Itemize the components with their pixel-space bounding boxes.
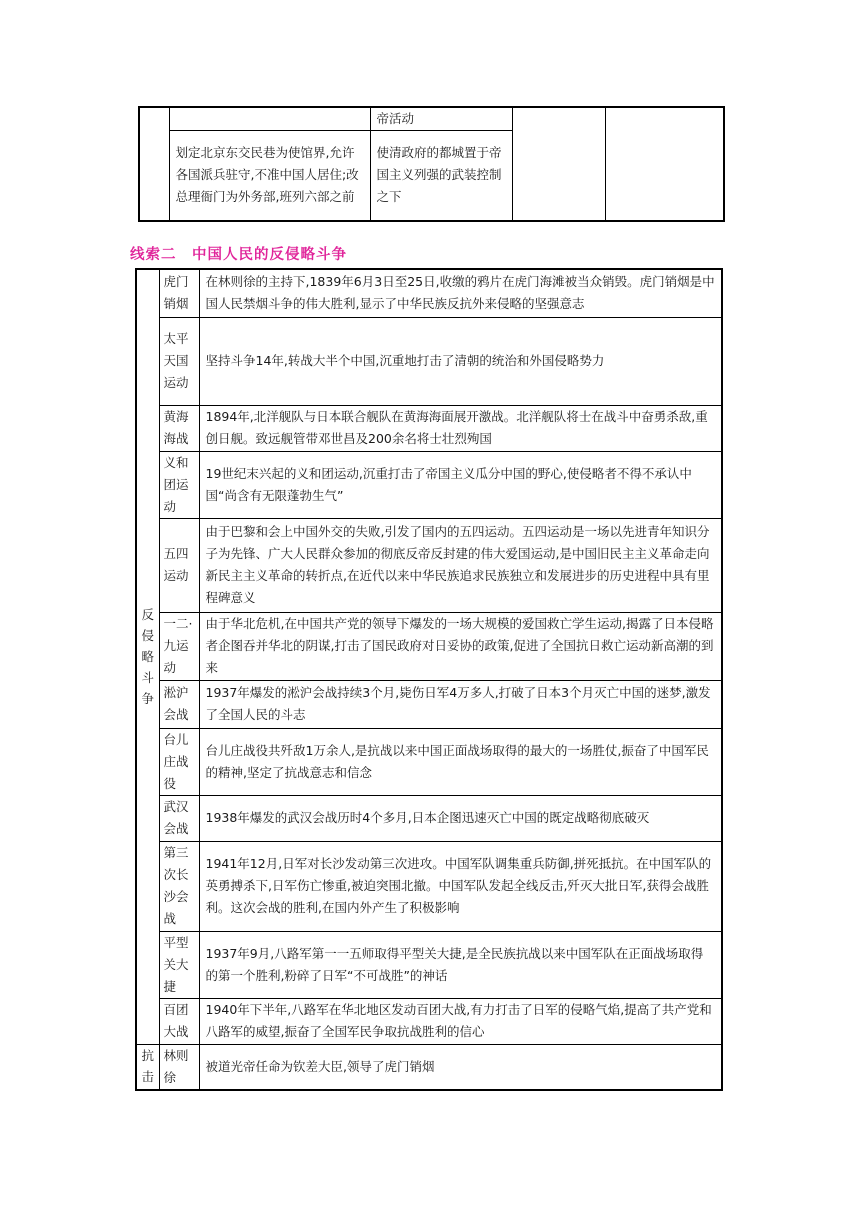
event-name: 义和团运动 bbox=[159, 451, 199, 518]
event-name: 五四运动 bbox=[159, 518, 199, 612]
table-cell bbox=[169, 107, 370, 131]
event-description: 在林则徐的主持下,1839年6月3日至25日,收缴的鸦片在虎门海滩被当众销毁。虎门销烟是中国人民禁烟斗争的伟大胜利,显示了中华民族反抗外来侵略的坚强意志 bbox=[199, 269, 722, 317]
event-description: 1938年爆发的武汉会战历时4个多月,日本企图迅速灭亡中国的既定战略彻底破灭 bbox=[199, 795, 722, 841]
event-description: 坚持斗争14年,转战大半个中国,沉重地打击了清朝的统治和外国侵略势力 bbox=[199, 317, 722, 405]
event-description: 由于华北危机,在中国共产党的领导下爆发的一场大规模的爱国救亡学生运动,揭露了日本侵略者企图吞并华北的阴谋,打击了国民政府对日妥协的政策,促进了全国抗日救亡运动新高潮的到来 bbox=[199, 612, 722, 680]
event-name: 台儿庄战役 bbox=[159, 728, 199, 795]
table-cell: 使清政府的都城置于帝国主义列强的武装控制之下 bbox=[370, 131, 512, 221]
event-description: 1941年12月,日军对长沙发动第三次进攻。中国军队调集重兵防御,拼死抵抗。在中国军队的英勇搏杀下,日军伤亡惨重,被迫突围北撤。中国军队发起全线反击,歼灭大批日军,获得会战胜利。这次会战的胜利,在国内外产生了积极影响 bbox=[199, 841, 722, 931]
event-name: 一二·九运动 bbox=[159, 612, 199, 680]
table-row bbox=[136, 728, 722, 795]
event-name: 太平天国运动 bbox=[159, 317, 199, 405]
person-description: 被道光帝任命为钦差大臣,领导了虎门销烟 bbox=[199, 1044, 722, 1090]
person-name: 林则徐 bbox=[159, 1044, 199, 1090]
table-row bbox=[136, 612, 722, 680]
event-description: 台儿庄战役共歼敌1万余人,是抗战以来中国正面战场取得的最大的一场胜仗,振奋了中国军民的精神,坚定了抗战意志和信念 bbox=[199, 728, 722, 795]
event-name: 黄海海战 bbox=[159, 405, 199, 451]
resistance-table bbox=[135, 268, 723, 1091]
table-cell bbox=[139, 107, 169, 221]
event-description: 1940年下半年,八路军在华北地区发动百团大战,有力打击了日军的侵略气焰,提高了共产党和八路军的威望,振奋了全国军民争取抗战胜利的信心 bbox=[199, 998, 722, 1044]
table-row bbox=[136, 680, 722, 728]
event-name: 百团大战 bbox=[159, 998, 199, 1044]
table-row bbox=[136, 518, 722, 612]
table-row bbox=[136, 1044, 722, 1090]
event-description: 由于巴黎和会上中国外交的失败,引发了国内的五四运动。五四运动是一场以先进青年知识分子为先锋、广大人民群众参加的彻底反帝反封建的伟大爱国运动,是中国旧民主主义革命走向新民主主义革命的转折点,在近代以来中华民族追求民族独立和发展进步的历史进程中具有里程碑意义 bbox=[199, 518, 722, 612]
section-title: 线索二 中国人民的反侵略斗争 bbox=[130, 247, 347, 263]
event-description: 1937年9月,八路军第一一五师取得平型关大捷,是全民族抗战以来中国军队在正面战场取得的第一个胜利,粉碎了日军“不可战胜”的神话 bbox=[199, 931, 722, 998]
table-row bbox=[136, 998, 722, 1044]
table-cell: 划定北京东交民巷为使馆界,允许各国派兵驻守,不准中国人居住;改总理衙门为外务部,班列六部之前 bbox=[169, 131, 370, 221]
table-row bbox=[136, 931, 722, 998]
table-row bbox=[136, 317, 722, 405]
event-name: 第三次长沙会战 bbox=[159, 841, 199, 931]
table-row bbox=[136, 405, 722, 451]
event-name: 平型关大捷 bbox=[159, 931, 199, 998]
category-cell: 抗击 bbox=[136, 1044, 159, 1090]
table-row bbox=[139, 107, 724, 131]
category-cell: 反侵略斗争 bbox=[136, 269, 159, 1044]
table-row bbox=[136, 269, 722, 317]
continuation-table bbox=[138, 106, 725, 222]
event-description: 19世纪末兴起的义和团运动,沉重打击了帝国主义瓜分中国的野心,使侵略者不得不承认中国“尚含有无限蓬勃生气” bbox=[199, 451, 722, 518]
table-row bbox=[136, 841, 722, 931]
event-name: 淞沪会战 bbox=[159, 680, 199, 728]
table-cell bbox=[605, 107, 724, 221]
event-name: 虎门销烟 bbox=[159, 269, 199, 317]
event-description: 1937年爆发的淞沪会战持续3个月,毙伤日军4万多人,打破了日本3个月灭亡中国的迷梦,激发了全国人民的斗志 bbox=[199, 680, 722, 728]
table-cell: 帝活动 bbox=[370, 107, 512, 131]
table-row bbox=[136, 451, 722, 518]
event-description: 1894年,北洋舰队与日本联合舰队在黄海海面展开激战。北洋舰队将士在战斗中奋勇杀敌,重创日舰。致远舰管带邓世昌及200余名将士壮烈殉国 bbox=[199, 405, 722, 451]
table-row bbox=[136, 795, 722, 841]
table-cell bbox=[512, 107, 605, 221]
event-name: 武汉会战 bbox=[159, 795, 199, 841]
